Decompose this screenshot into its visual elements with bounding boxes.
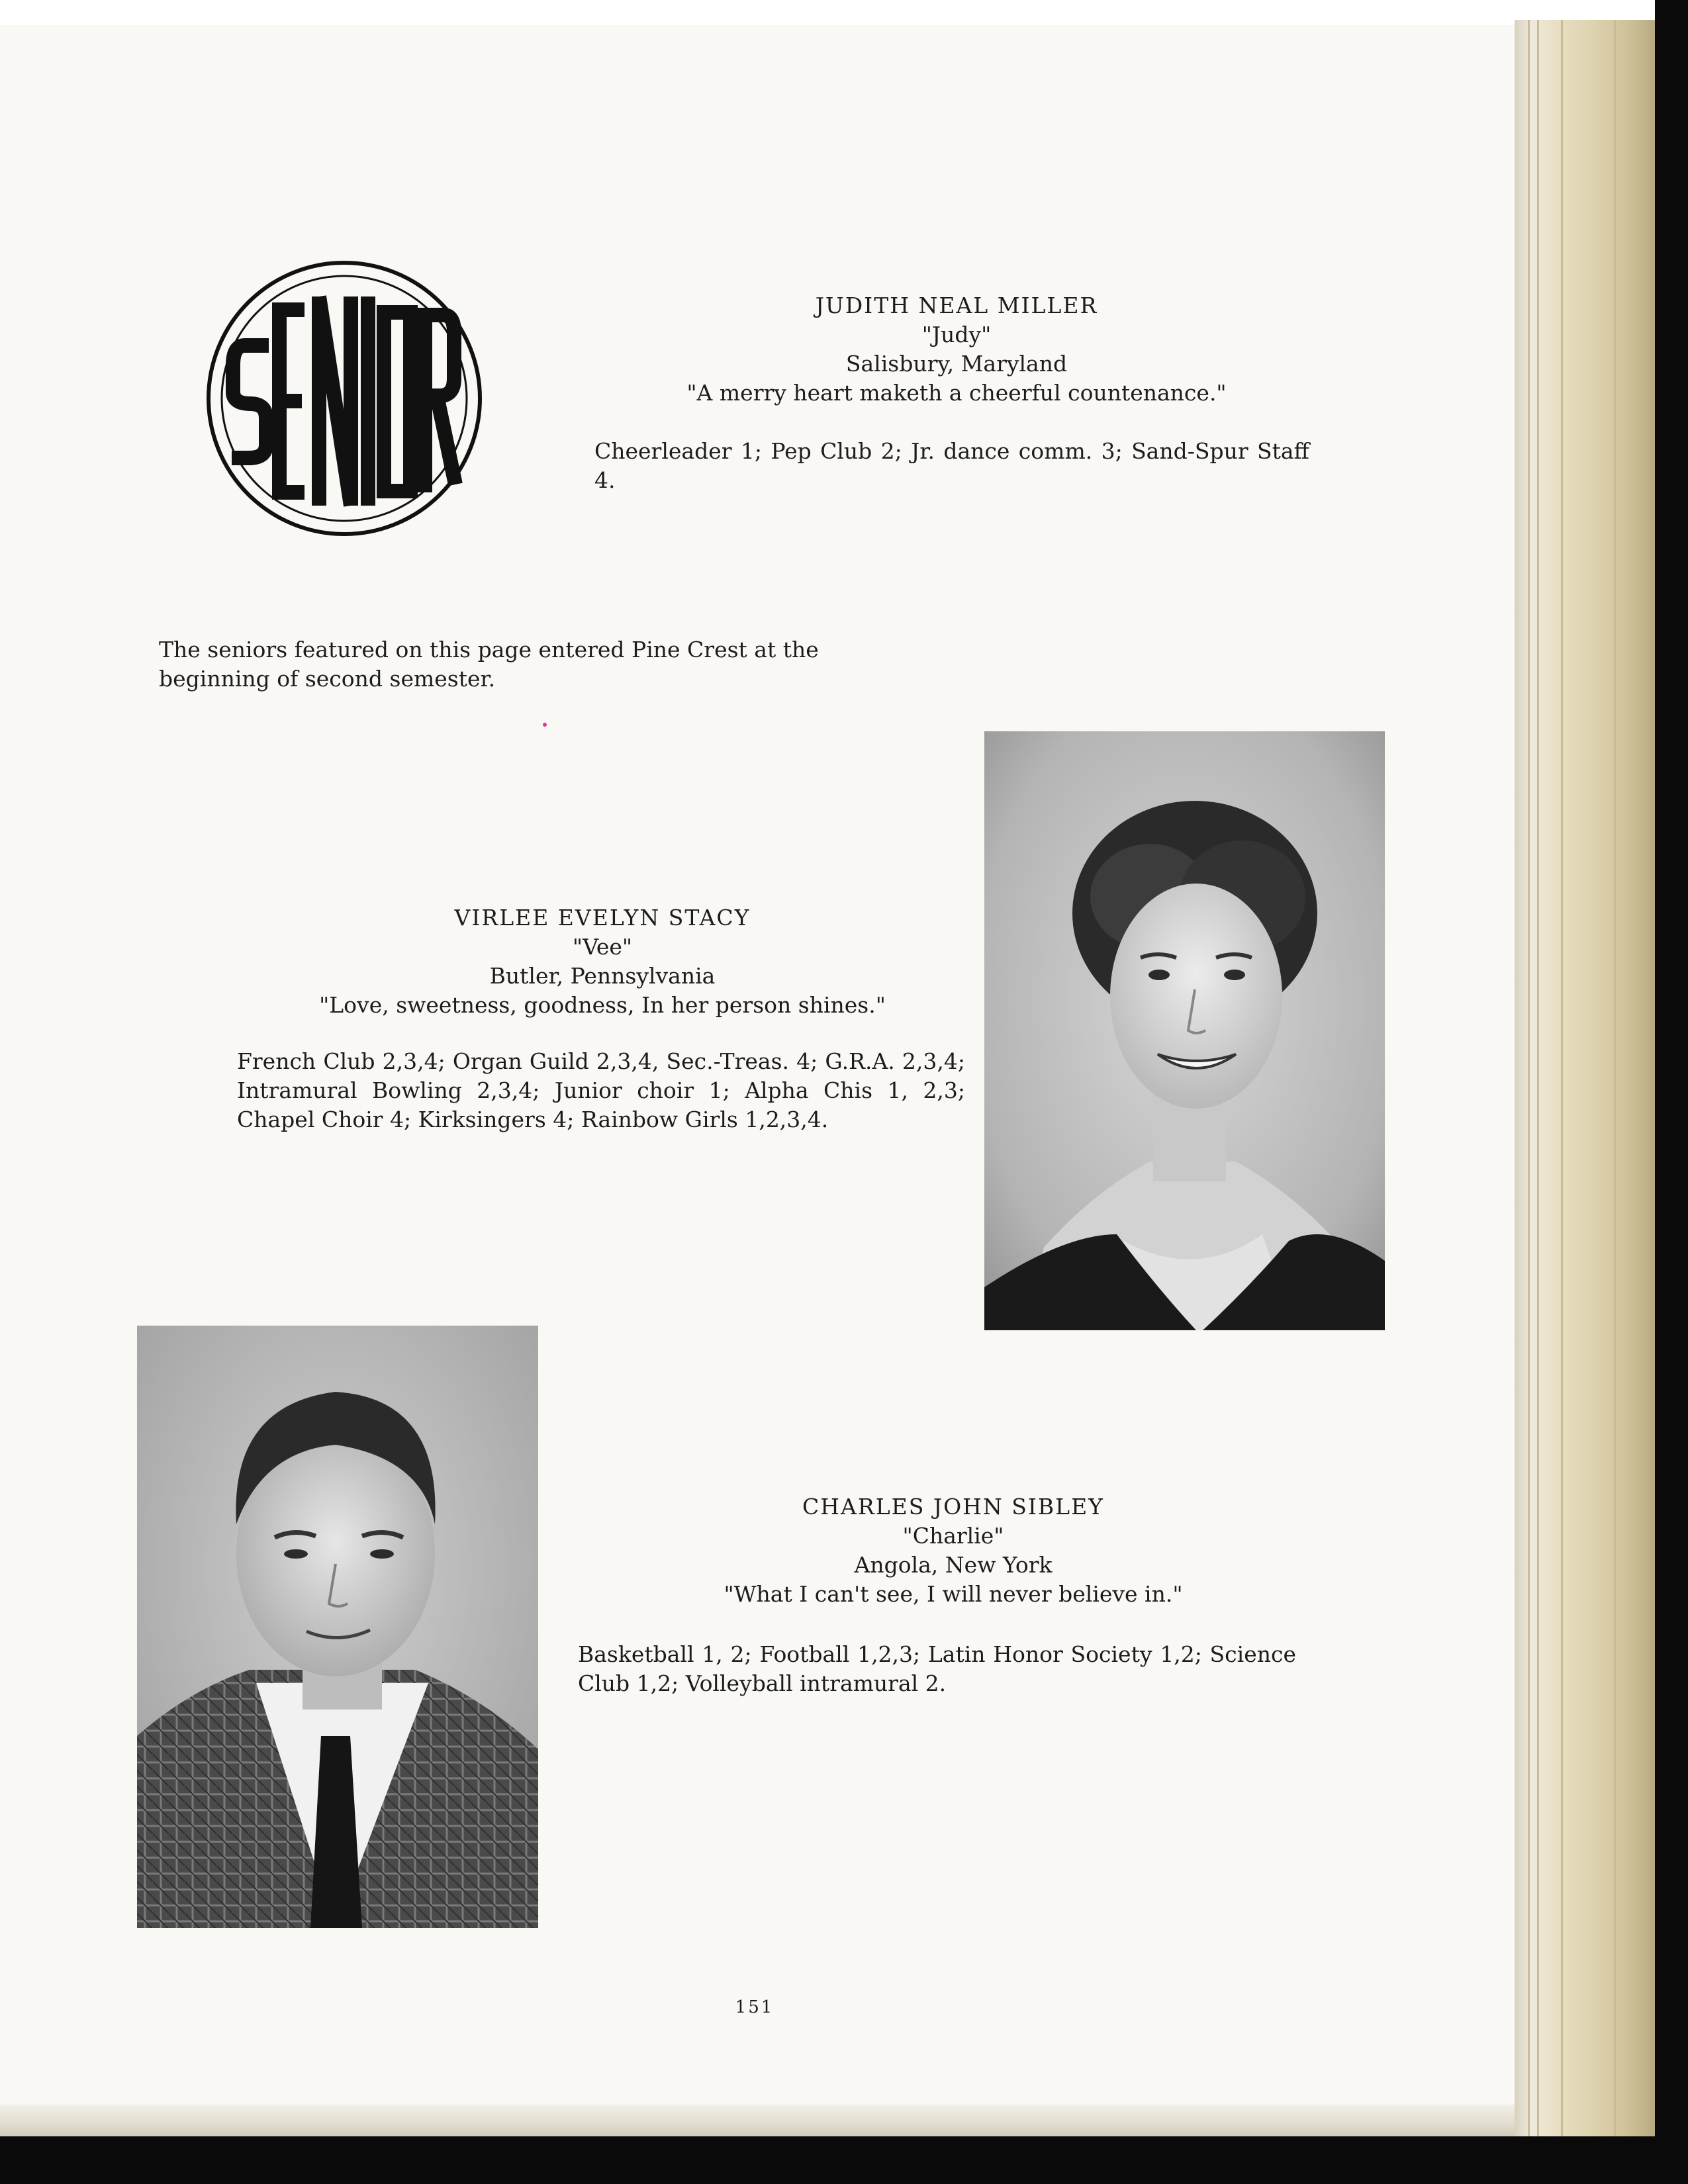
student-hometown: Angola, New York: [854, 1552, 1053, 1578]
student-activities: Cheerleader 1; Pep Club 2; Jr. dance comm. 3; Sand-Spur Staff 4.: [594, 438, 1309, 493]
student-quote: "A merry heart maketh a cheerful countenance.": [686, 380, 1227, 406]
portrait-photo-charles: [137, 1326, 538, 1928]
student-quote: "What I can't see, I will never believe in.": [724, 1581, 1183, 1607]
student-nickname: "Charlie": [902, 1523, 1004, 1549]
intro-text: The seniors featured on this page entered Pine Crest at the beginning of second semester.: [159, 637, 819, 692]
student-charles: [569, 1492, 1337, 1609]
student-name: JUDITH NEAL MILLER: [815, 293, 1098, 318]
page-fold-shadow: [0, 2105, 1515, 2136]
student-activities: French Club 2,3,4; Organ Guild 2,3,4, Sec.-Treas. 4; G.R.A. 2,3,4; Intramural Bowling 2,3,4; Junior choir 1; Alpha Chis 1, 2,3; Chapel Choir 4; Kirksingers 4; Rainbow Girls 1,2,3,4.: [237, 1048, 965, 1132]
ink-speck: [543, 723, 547, 727]
scanner-background-right: [1655, 0, 1688, 2184]
student-name: VIRLEE EVELYN STACY: [454, 905, 751, 931]
student-virlee: [235, 903, 970, 1020]
book-page-edges: [1515, 20, 1655, 2164]
student-hometown: Salisbury, Maryland: [845, 351, 1068, 377]
student-activities: Basketball 1, 2; Football 1,2,3; Latin Honor Society 1,2; Science Club 1,2; Volleyball intramural 2.: [578, 1641, 1296, 1696]
seniors-emblem: [205, 259, 483, 537]
scanner-background-bottom: [0, 2136, 1655, 2184]
student-hometown: Butler, Pennsylvania: [489, 963, 716, 989]
page-number: 151: [735, 1997, 774, 2017]
student-nickname: "Vee": [572, 934, 633, 960]
student-name: CHARLES JOHN SIBLEY: [802, 1494, 1104, 1520]
student-judith: [583, 291, 1331, 408]
portrait-photo-virlee: [984, 731, 1385, 1330]
student-quote: "Love, sweetness, goodness, In her person shines.": [319, 992, 886, 1018]
emblem-text: SENIORS: [344, 408, 348, 409]
student-nickname: "Judy": [921, 322, 992, 347]
